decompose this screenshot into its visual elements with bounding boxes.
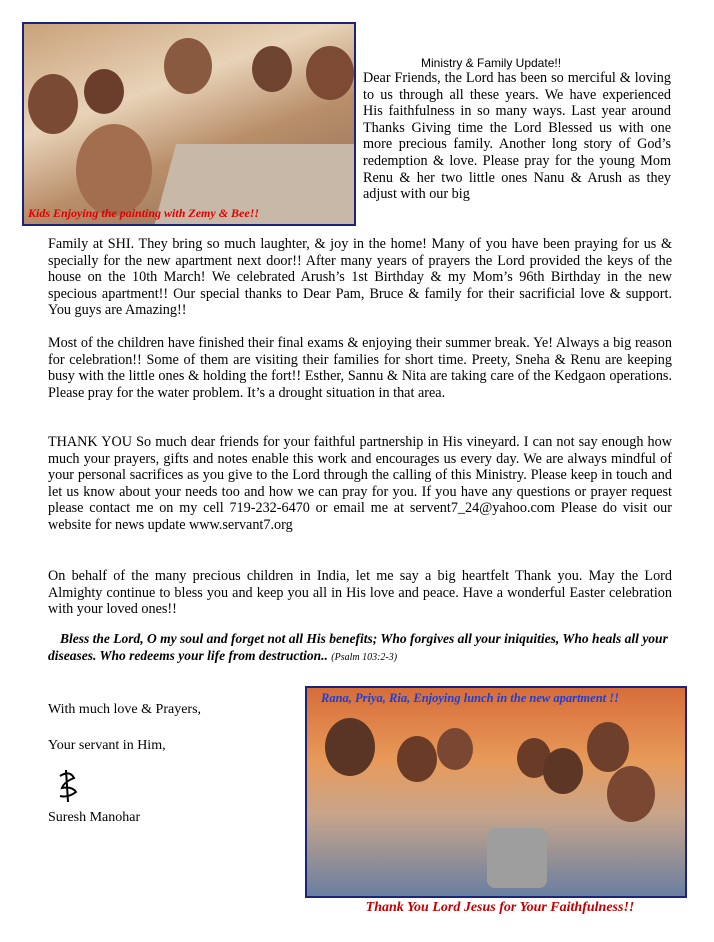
photo-top-caption: Kids Enjoying the painting with Zemy & Bee!! — [28, 206, 260, 220]
servant-line: Your servant in Him, — [48, 738, 166, 753]
scripture-verse — [48, 630, 688, 666]
closing-line: With much love & Prayers, — [48, 702, 202, 717]
thank-you-paragraph: THANK YOU So much dear friends for your faithful partnership in His vineyard. I can not say enough how much your prayers, gifts and notes enable this work and encourages us every day. We are always mindful of your personal sacrifices as you give to the Lord through the calling of this Ministry. Please keep in touch and let us know about your needs too and how we can pray for you. If you have any questions or prayer request please contact me on my cell 719-232-6470 or email me at servent7_24@yahoo.com Please do visit our website for news update www.servant7.org — [48, 434, 672, 533]
blessing-paragraph: On behalf of the many precious children in India, let me say a big heartfelt Thank you. May the Lord Almighty continue to bless you and keep you all in His love and peace. Have a wonderful Easter celebration with your loved ones!! — [48, 568, 672, 618]
section-heading: Ministry & Family Update!! — [421, 56, 562, 70]
signature-icon — [56, 768, 80, 804]
verse-reference: (Psalm 103:2-3) — [331, 652, 398, 663]
intro-paragraph-continued: Family at SHI. They bring so much laughter, & joy in the home! Many of you have been praying for us & specially for the new apartment next door!! After many years of prayers the Lord provided the keys of the house on the 10th March! We celebrated Arush’s 1st Birthday & my Mom’s 96th Birthday in the new specious apartment!! Our special thanks to Dear Pam, Bruce & family for their sacrificial love & support. You guys are Amazing!! — [48, 236, 672, 319]
photo-bottom-caption: Rana, Priya, Ria, Enjoying lunch in the new apartment !! — [321, 691, 619, 705]
intro-paragraph: Dear Friends, the Lord has been so merciful & loving to us through all these years. We have experienced His faithfulness in so many ways. Last year around Thanks Giving time the Lord Blessed us with one more precious family. Another long story of God’s redemption & love. Please pray for the young Mom Renu & her two little ones Nanu & Arush as they adjust with our big — [363, 70, 671, 203]
verse-text: Bless the Lord, O my soul and forget not all His benefits; Who forgives all your iniquities, Who heals all your diseases. Who redeems your life from destruction.. — [48, 631, 668, 663]
children-update-paragraph: Most of the children have finished their final exams & enjoying their summer break. Ye! Always a big reason for celebration!! Some of them are visiting their families for short time. Preety, Sneha & Renu are keeping busy with the little ones & holding the fort!! Esther, Sannu & Nita are taking care of the Kedgaon operations. Please pray for the water problem. It’s a drought situation in that area. — [48, 335, 672, 401]
children-painting-photo — [22, 22, 356, 226]
children-lunch-photo — [305, 686, 687, 898]
footer-caption: Thank You Lord Jesus for Your Faithfulness!! — [365, 900, 635, 915]
author-name: Suresh Manohar — [48, 810, 141, 825]
